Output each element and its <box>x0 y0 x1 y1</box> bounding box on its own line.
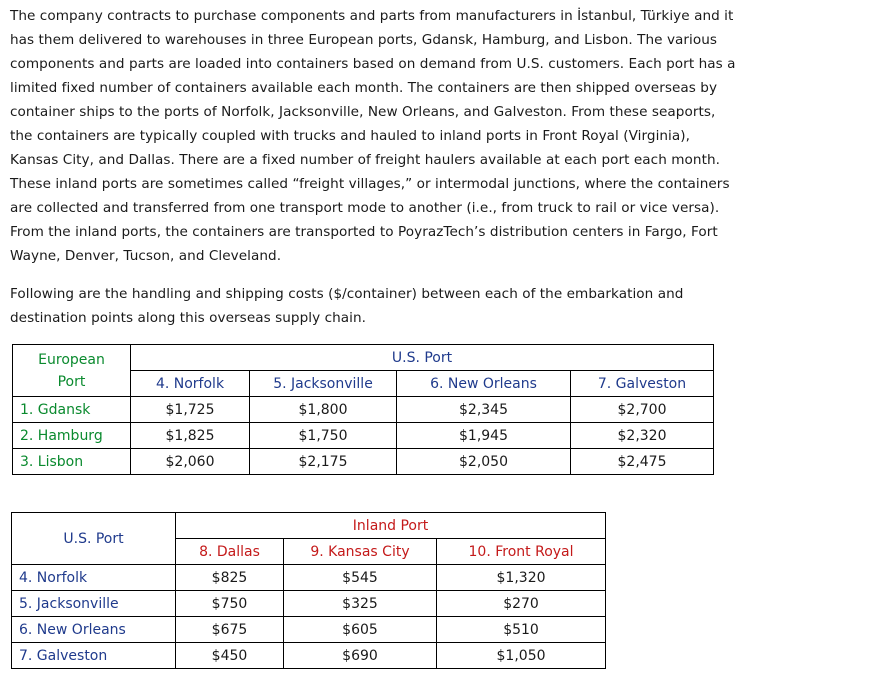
cost-cell: $690 <box>284 643 437 669</box>
intro-line: Kansas City, and Dallas. There are a fixed number of freight haulers available at each port each month. <box>10 152 720 168</box>
cost-cell: $1,945 <box>397 423 571 449</box>
row-label: 5. Jacksonville <box>12 591 176 617</box>
intro-line: The company contracts to purchase components and parts from manufacturers in İstanbul, Türkiye and it <box>10 8 734 24</box>
costs-intro-line: Following are the handling and shipping costs ($/container) between each of the embarkation and <box>10 286 684 302</box>
table-row <box>12 565 606 591</box>
table1-stub-line2: Port <box>57 373 86 390</box>
cost-cell: $270 <box>437 591 606 617</box>
table1-col-header: 7. Galveston <box>571 371 714 397</box>
europe-to-us-port-cost-table <box>12 344 714 475</box>
table2-col-header: 8. Dallas <box>176 539 284 565</box>
intro-line: the containers are typically coupled with trucks and hauled to inland ports in Front Royal (Virginia), <box>10 128 690 144</box>
row-label: 2. Hamburg <box>13 423 131 449</box>
row-label: 6. New Orleans <box>12 617 176 643</box>
cost-cell: $2,345 <box>397 397 571 423</box>
table-row <box>12 643 606 669</box>
cost-cell: $2,320 <box>571 423 714 449</box>
cost-cell: $2,175 <box>250 449 397 475</box>
cost-cell: $605 <box>284 617 437 643</box>
cost-cell: $325 <box>284 591 437 617</box>
intro-line: components and parts are loaded into containers based on demand from U.S. customers. Each port has a <box>10 56 736 72</box>
intro-line: These inland ports are sometimes called “freight villages,” or intermodal junctions, where the containers <box>10 176 730 192</box>
cost-cell: $2,050 <box>397 449 571 475</box>
cost-cell: $750 <box>176 591 284 617</box>
cost-cell: $1,750 <box>250 423 397 449</box>
cost-cell: $2,475 <box>571 449 714 475</box>
cost-cell: $825 <box>176 565 284 591</box>
cost-cell: $1,825 <box>131 423 250 449</box>
cost-cell: $450 <box>176 643 284 669</box>
table1-col-header: 4. Norfolk <box>131 371 250 397</box>
table1-col-header: 5. Jacksonville <box>250 371 397 397</box>
row-label: 1. Gdansk <box>13 397 131 423</box>
table2-group-header: Inland Port <box>176 513 606 539</box>
table-row <box>12 617 606 643</box>
cost-cell: $1,320 <box>437 565 606 591</box>
table2-col-header: 9. Kansas City <box>284 539 437 565</box>
row-label: 7. Galveston <box>12 643 176 669</box>
cost-cell: $1,050 <box>437 643 606 669</box>
table1-col-header: 6. New Orleans <box>397 371 571 397</box>
cost-cell: $545 <box>284 565 437 591</box>
table-row <box>13 397 714 423</box>
table1-group-header: U.S. Port <box>131 345 714 371</box>
intro-line: From the inland ports, the containers are transported to PoyrazTech’s distribution centers in Fargo, Fort <box>10 224 718 240</box>
table1-stub-line1: European <box>38 351 105 368</box>
cost-cell: $1,725 <box>131 397 250 423</box>
cost-cell: $675 <box>176 617 284 643</box>
table-row <box>13 423 714 449</box>
cost-cell: $2,700 <box>571 397 714 423</box>
table2-col-header: 10. Front Royal <box>437 539 606 565</box>
cost-cell: $1,800 <box>250 397 397 423</box>
table1-stub-header <box>13 345 131 397</box>
intro-line: Wayne, Denver, Tucson, and Cleveland. <box>10 248 282 264</box>
table-row <box>13 449 714 475</box>
row-label: 3. Lisbon <box>13 449 131 475</box>
intro-line: has them delivered to warehouses in three European ports, Gdansk, Hamburg, and Lisbon. The various <box>10 32 718 48</box>
intro-paragraph <box>10 4 872 268</box>
costs-intro-paragraph <box>10 282 872 330</box>
cost-cell: $2,060 <box>131 449 250 475</box>
row-label: 4. Norfolk <box>12 565 176 591</box>
costs-intro-line: destination points along this overseas supply chain. <box>10 310 366 326</box>
us-to-inland-port-cost-table <box>11 512 606 669</box>
table-row <box>12 591 606 617</box>
intro-line: limited fixed number of containers available each month. The containers are then shipped overseas by <box>10 80 718 96</box>
intro-line: container ships to the ports of Norfolk, Jacksonville, New Orleans, and Galveston. From these seaports, <box>10 104 716 120</box>
intro-line: are collected and transferred from one transport mode to another (i.e., from truck to rail or vice versa). <box>10 200 720 216</box>
cost-cell: $510 <box>437 617 606 643</box>
table2-stub-header: U.S. Port <box>12 513 176 565</box>
